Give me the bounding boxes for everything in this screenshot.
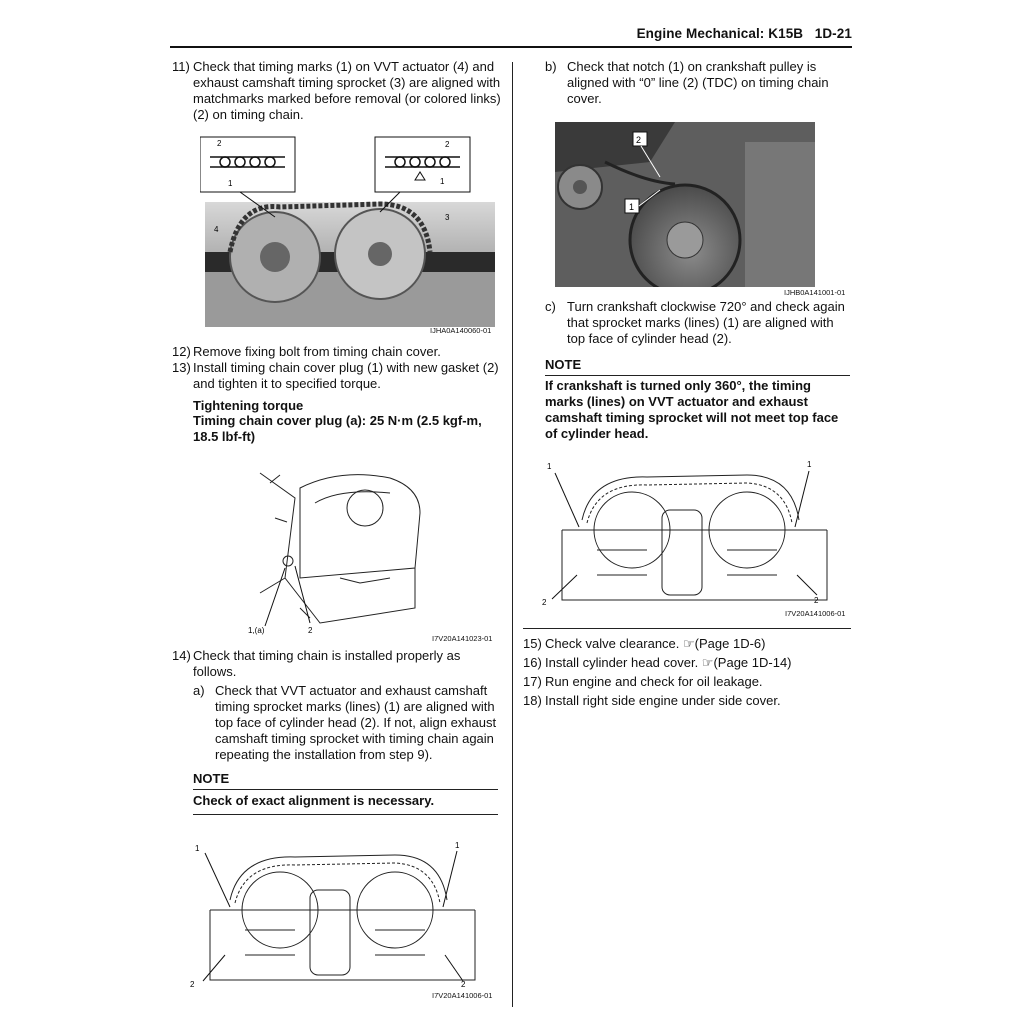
fig2-label-2: 2: [308, 626, 313, 635]
step-14b: b) Check that notch (1) on crankshaft pulley is aligned with “0” line (2) (TDC) on timing chain cover.: [545, 59, 829, 106]
header-page-number: 1D-21: [814, 26, 852, 41]
step-12: 12) Remove fixing bolt from timing chain cover.: [172, 344, 441, 359]
section-rule-right: [523, 628, 851, 629]
fig5-caption: I7V20A141006-01: [785, 609, 846, 618]
note-title-left: NOTE: [193, 771, 230, 786]
step-14c: c) Turn crankshaft clockwise 720° and check again that sprocket marks (lines) (1) are aligned with top face of cylinder head (2).: [545, 299, 845, 346]
note-rule-top-right: [545, 375, 850, 376]
step-17: 17) Run engine and check for oil leakage.: [523, 674, 763, 689]
step-15: 15) Check valve clearance. ☞(Page 1D-6): [523, 636, 766, 651]
page-header: [170, 26, 852, 41]
note-text-right: If crankshaft is turned only 360°, the timing marks (lines) on VVT actuator and exhaust camshaft timing sprocket will not meet top face of cylinder head.: [545, 378, 839, 441]
header-title: Engine Mechanical: K15B: [636, 26, 804, 41]
figure-crank-pulley: [555, 122, 850, 297]
fig1-label-3: 3: [445, 213, 450, 222]
step-16: 16) Install cylinder head cover. ☞(Page 1D-14): [523, 655, 792, 670]
figure-cover-plug: [240, 458, 500, 643]
fig3-label-1b: 1: [455, 841, 460, 850]
fig5-label-2a: 2: [542, 598, 547, 607]
fig1-caption: IJHA0A140060-01: [430, 326, 492, 335]
header-rule: [170, 46, 852, 48]
step-18: 18) Install right side engine under side cover.: [523, 693, 781, 708]
fig1-label-2b: 2: [445, 140, 450, 149]
note-rule-bottom-left: [193, 814, 498, 815]
fig4-caption: IJHB0A141001-01: [784, 288, 846, 297]
figure-alignment-right: [537, 455, 852, 625]
note-text-left: Check of exact alignment is necessary.: [193, 793, 435, 808]
fig1-label-1b: 1: [440, 177, 445, 186]
figure-timing-marks: [200, 132, 500, 337]
fig2-label-1a: 1,(a): [248, 626, 265, 635]
fig2-caption: I7V20A141023-01: [432, 634, 493, 643]
fig5-label-2b: 2: [814, 596, 819, 605]
torque-heading: Tightening torque: [193, 398, 304, 413]
fig3-label-2b: 2: [461, 980, 466, 989]
fig5-label-1a: 1: [547, 462, 552, 471]
column-divider: [512, 62, 513, 1007]
fig3-label-1a: 1: [195, 844, 200, 853]
note-rule-top-left: [193, 789, 498, 790]
note-title-right: NOTE: [545, 357, 582, 372]
fig3-caption: I7V20A141006-01: [432, 991, 493, 1000]
torque-value: Timing chain cover plug (a): 25 N·m (2.5 kgf-m, 18.5 lbf-ft): [193, 413, 482, 444]
figure-alignment-left: [185, 835, 500, 1005]
step-14a: a) Check that VVT actuator and exhaust camshaft timing sprocket marks (lines) (1) are aligned with top face of cylinder head (2). If not, align exhaust camshaft timing sprocket with timing chain again repeating the installation from step 9).: [193, 683, 497, 762]
step-11: 11) Check that timing marks (1) on VVT actuator (4) and exhaust camshaft timing sprocket (3) are aligned with matchmarks marked before removal (or colored links) (2) on timing chain.: [172, 59, 501, 122]
fig1-label-2a: 2: [217, 139, 222, 148]
fig5-label-1b: 1: [807, 460, 812, 469]
fig4-label-1: 1: [629, 202, 635, 212]
fig3-label-2a: 2: [190, 980, 195, 989]
step-13: 13) Install timing chain cover plug (1) with new gasket (2) and tighten it to specified torque.: [172, 360, 499, 391]
fig1-label-1a: 1: [228, 179, 233, 188]
step-14: 14) Check that timing chain is installed properly as follows.: [172, 648, 461, 679]
fig1-label-4: 4: [214, 225, 219, 234]
fig4-label-2: 2: [636, 135, 642, 145]
